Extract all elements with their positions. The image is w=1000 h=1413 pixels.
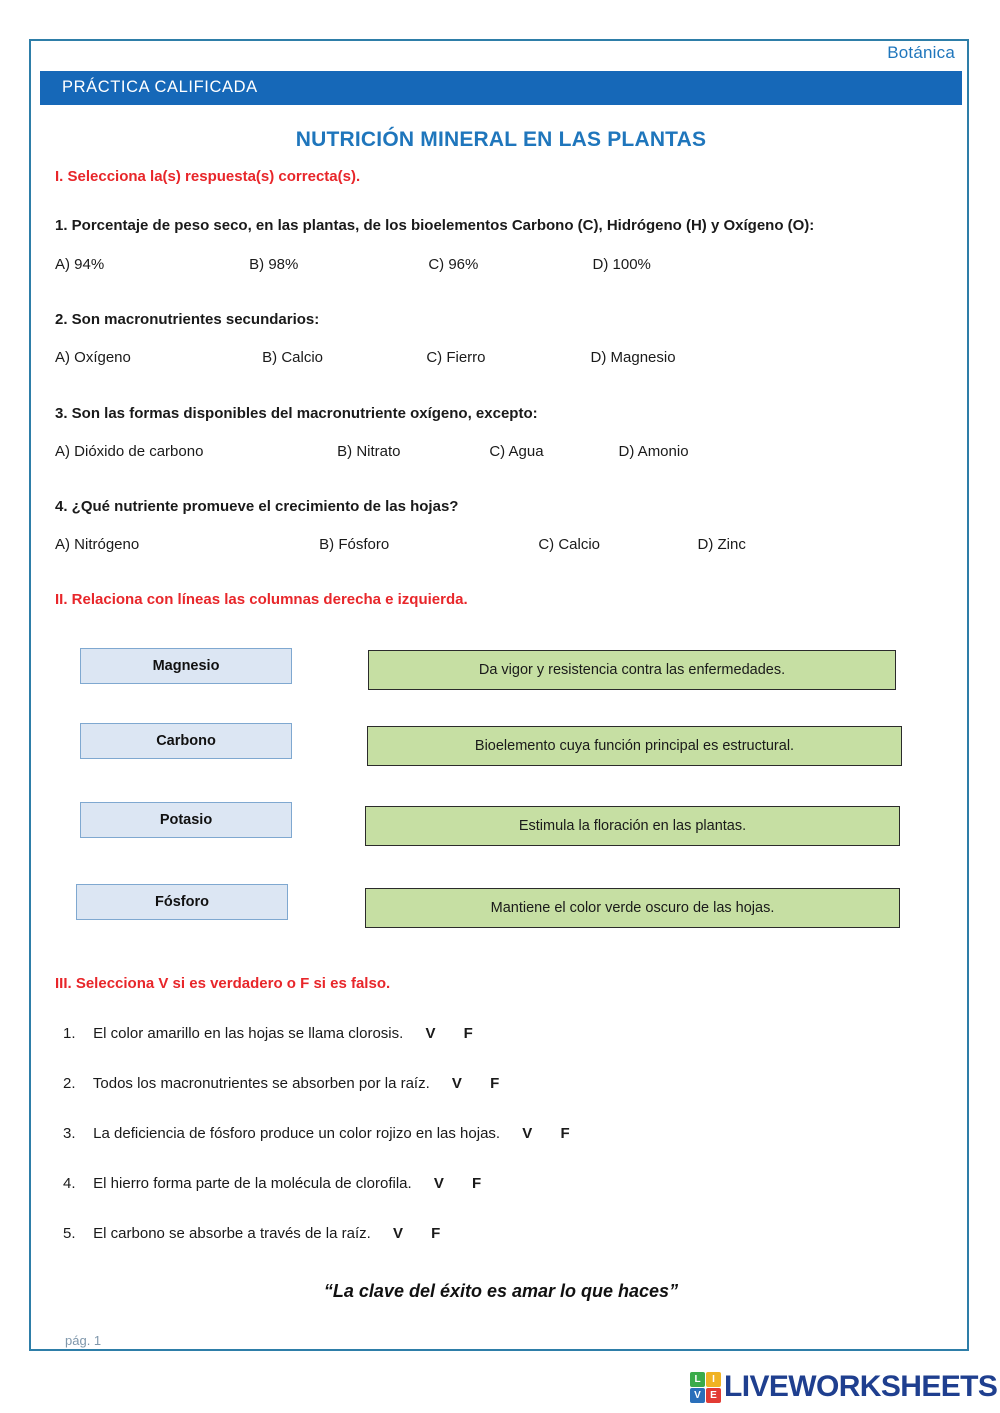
true-false-row-5 [63, 1225, 465, 1242]
match-left-label-2: Carbono [156, 733, 216, 749]
section-2-heading: II. Relaciona con líneas las columnas derecha e izquierda. [55, 591, 468, 608]
section-3-heading: III. Selecciona V si es verdadero o F si es falso. [55, 975, 391, 992]
tf-statement-5: El carbono se absorbe a través de la raíz. [93, 1225, 371, 1242]
motivational-quote: “La clave del éxito es amar lo que haces” [323, 1281, 679, 1301]
question-4-stem: 4. ¿Qué nutriente promueve el crecimiento de las hojas? [55, 498, 459, 515]
tf-number-1: 1. [63, 1025, 76, 1042]
true-false-row-3 [63, 1125, 594, 1142]
practice-title-bar [40, 71, 962, 105]
question-4-option-d[interactable]: D) Zinc [697, 536, 746, 553]
match-right-label-1: Da vigor y resistencia contra las enfermedades. [478, 662, 786, 678]
tf-statement-4: El hierro forma parte de la molécula de clorofila. [93, 1175, 412, 1192]
tf-statement-2: Todos los macronutrientes se absorben por la raíz. [92, 1075, 430, 1092]
match-right-item-3[interactable] [365, 806, 900, 846]
match-left-item-1[interactable] [80, 648, 292, 684]
question-4-option-c[interactable]: C) Calcio [538, 536, 601, 553]
tf-false-option-2[interactable]: F [490, 1075, 500, 1092]
worksheet-page [29, 39, 969, 1351]
match-left-label-4: Fósforo [155, 894, 209, 910]
question-4-options [55, 536, 746, 553]
tf-false-option-1[interactable]: F [463, 1025, 473, 1042]
question-1-option-d[interactable]: D) 100% [592, 256, 651, 273]
question-2-option-b[interactable]: B) Calcio [262, 349, 324, 366]
question-1-option-a[interactable]: A) 94% [55, 256, 105, 273]
question-1-option-b[interactable]: B) 98% [249, 256, 299, 273]
true-false-row-2 [63, 1075, 524, 1092]
question-4-option-a[interactable]: A) Nitrógeno [55, 536, 140, 553]
match-left-label-3: Potasio [159, 812, 213, 828]
match-right-label-2: Bioelemento cuya función principal es estructural. [474, 738, 795, 754]
question-1-option-c[interactable]: C) 96% [428, 256, 479, 273]
tf-statement-1: El color amarillo en las hojas se llama clorosis. [93, 1025, 404, 1042]
tf-true-option-3[interactable]: V [522, 1125, 533, 1142]
match-right-item-2[interactable] [367, 726, 902, 766]
practice-title-label: PRÁCTICA CALIFICADA [62, 78, 258, 96]
question-4-option-b[interactable]: B) Fósforo [319, 536, 390, 553]
section-1-heading: I. Selecciona la(s) respuesta(s) correcta(s). [55, 168, 361, 185]
logo-tile-v: V [690, 1388, 705, 1403]
question-2-stem: 2. Son macronutrientes secundarios: [55, 311, 320, 328]
tf-true-option-1[interactable]: V [425, 1025, 436, 1042]
tf-number-5: 5. [63, 1225, 76, 1242]
tf-number-4: 4. [63, 1175, 76, 1192]
question-3-options [55, 443, 689, 460]
match-right-label-3: Estimula la floración en las plantas. [518, 818, 747, 834]
match-left-label-1: Magnesio [152, 658, 220, 674]
question-3-stem: 3. Son las formas disponibles del macronutriente oxígeno, excepto: [55, 405, 538, 422]
true-false-row-4 [63, 1175, 506, 1192]
question-2-option-a[interactable]: A) Oxígeno [55, 349, 131, 366]
liveworksheets-logo-tiles [690, 1372, 721, 1403]
page-title: NUTRICIÓN MINERAL EN LAS PLANTAS [295, 128, 707, 151]
question-3-option-c[interactable]: C) Agua [489, 443, 544, 460]
tf-false-option-5[interactable]: F [431, 1225, 441, 1242]
tf-true-option-4[interactable]: V [433, 1175, 444, 1192]
question-1-stem: 1. Porcentaje de peso seco, en las plantas, de los bioelementos Carbono (C), Hidrógeno (H) y Oxígeno (O): [55, 217, 815, 234]
tf-false-option-4[interactable]: F [472, 1175, 482, 1192]
liveworksheets-logo [690, 1370, 997, 1404]
true-false-row-1 [63, 1025, 498, 1042]
tf-true-option-2[interactable]: V [451, 1075, 462, 1092]
tf-true-option-5[interactable]: V [393, 1225, 404, 1242]
subject-label: Botánica [887, 43, 955, 62]
tf-false-option-3[interactable]: F [560, 1125, 570, 1142]
match-right-item-4[interactable] [365, 888, 900, 928]
liveworksheets-wordmark: LIVEWORKSHEETS [724, 1370, 998, 1403]
question-3-option-a[interactable]: A) Dióxido de carbono [55, 443, 204, 460]
logo-tile-l: L [690, 1372, 705, 1387]
tf-statement-3: La deficiencia de fósforo produce un color rojizo en las hojas. [93, 1125, 501, 1142]
question-2-option-d[interactable]: D) Magnesio [590, 349, 676, 366]
logo-tile-i: I [706, 1372, 721, 1387]
question-2-options [55, 349, 676, 366]
match-left-item-2[interactable] [80, 723, 292, 759]
question-3-option-d[interactable]: D) Amonio [618, 443, 689, 460]
tf-number-2: 2. [63, 1075, 76, 1092]
question-2-option-c[interactable]: C) Fierro [426, 349, 486, 366]
match-left-item-4[interactable] [76, 884, 288, 920]
page-number: pág. 1 [65, 1333, 102, 1348]
question-1-options [55, 256, 651, 273]
match-right-label-4: Mantiene el color verde oscuro de las hojas. [490, 900, 775, 916]
logo-tile-e: E [706, 1388, 721, 1403]
match-right-item-1[interactable] [368, 650, 896, 690]
match-left-item-3[interactable] [80, 802, 292, 838]
tf-number-3: 3. [63, 1125, 76, 1142]
question-3-option-b[interactable]: B) Nitrato [337, 443, 401, 460]
